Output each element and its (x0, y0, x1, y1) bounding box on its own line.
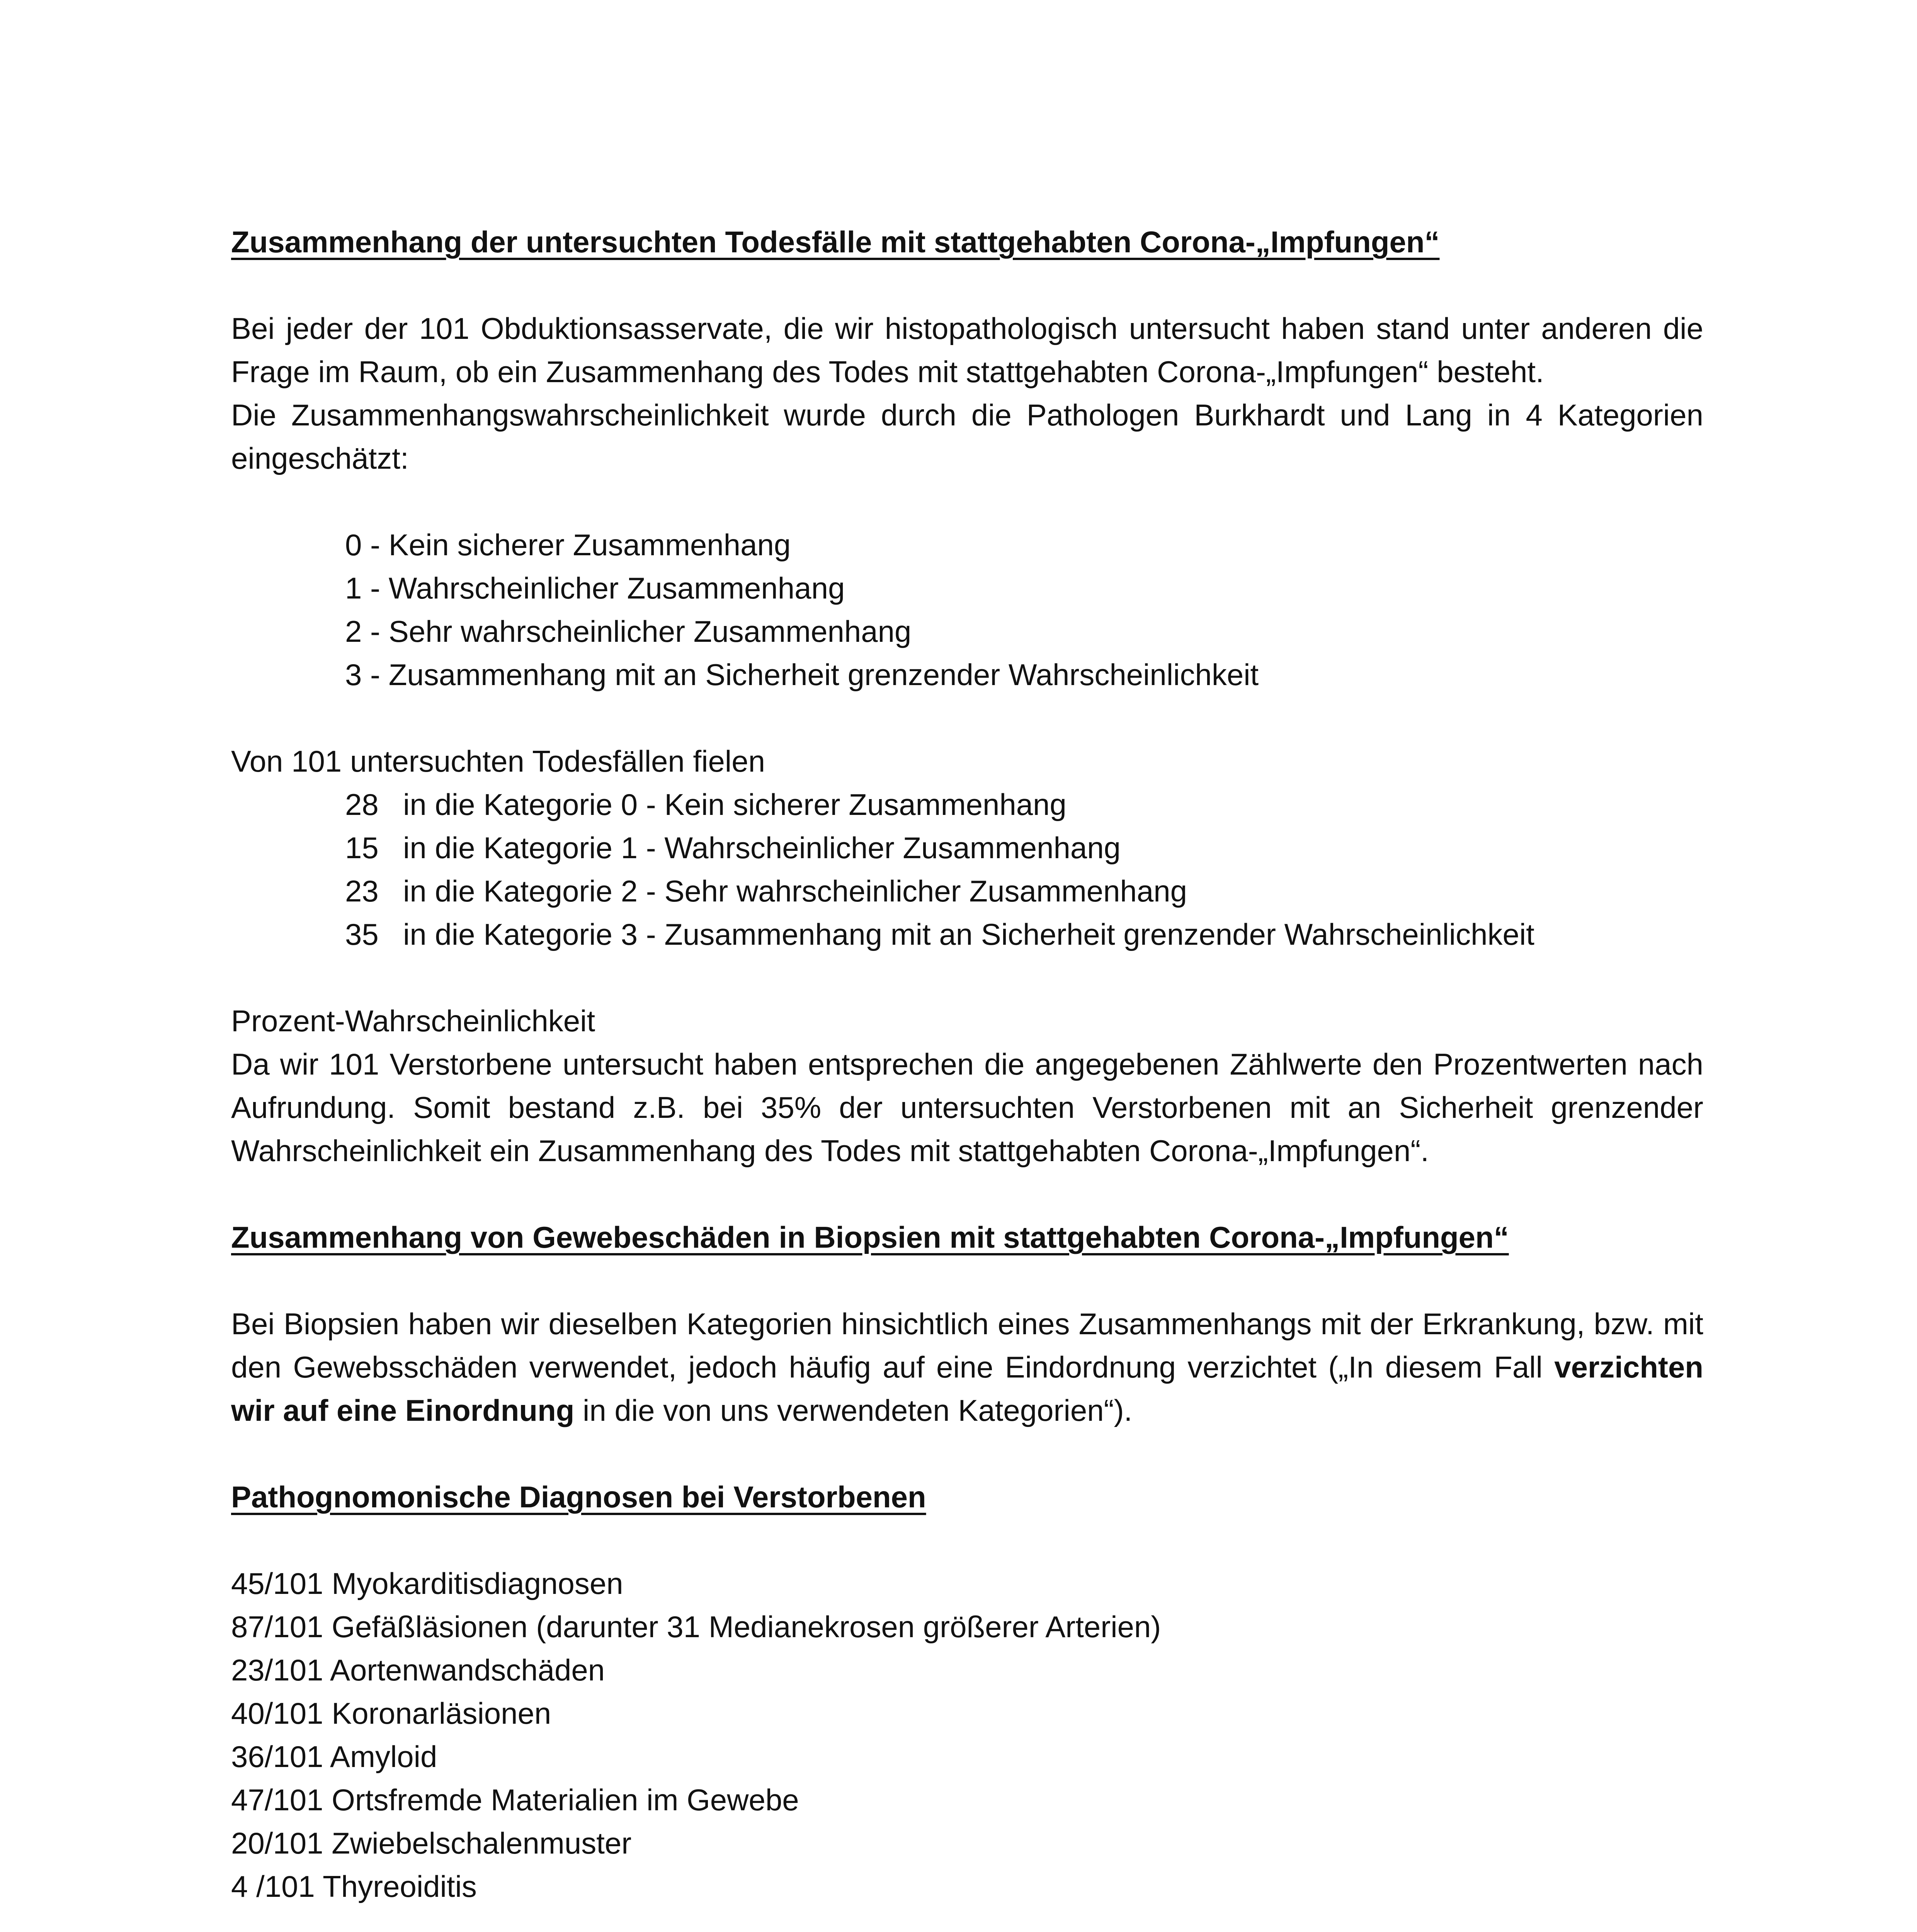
count-item (345, 869, 1703, 913)
category-item: 3 - Zusammenhang mit an Sicherheit grenzender Wahrscheinlichkeit (345, 658, 1259, 692)
bold-phrase: verzichten wir auf eine Einordnung (231, 1350, 1703, 1427)
paragraph-biopsien (231, 1302, 1703, 1432)
diagnosis-item: 23/101 Aortenwandschäden (231, 1653, 605, 1687)
count-number: 28 (345, 787, 379, 821)
diagnosis-list (231, 1562, 1703, 1908)
spacer (231, 956, 1703, 999)
counts-intro: Von 101 untersuchten Todesfällen fielen (231, 744, 765, 778)
diagnosis-item: 4 /101 Thyreoiditis (231, 1869, 477, 1903)
spacer (231, 1259, 1703, 1302)
category-item: 2 - Sehr wahrscheinlicher Zusammenhang (345, 614, 912, 648)
diagnosis-item: 20/101 Zwiebelschalenmuster (231, 1826, 632, 1860)
paragraph-kategorien-intro: Die Zusammenhangswahrscheinlichkeit wurde durch die Pathologen Burkhardt und Lang in 4 Kategorien eingeschätzt: (231, 398, 1703, 475)
spacer (231, 264, 1703, 307)
category-list (231, 523, 1703, 696)
count-text: in die Kategorie 2 - Sehr wahrscheinlicher Zusammenhang (403, 874, 1187, 908)
counts-list (231, 783, 1703, 956)
diagnosis-item: 45/101 Myokarditisdiagnosen (231, 1566, 623, 1600)
count-number: 23 (345, 874, 379, 908)
count-number: 15 (345, 831, 379, 865)
count-item (345, 913, 1703, 956)
diagnosis-item: 47/101 Ortsfremde Materialien im Gewebe (231, 1783, 799, 1817)
category-item: 1 - Wahrscheinlicher Zusammenhang (345, 571, 845, 605)
paragraph-prozent: Da wir 101 Verstorbene untersucht haben entsprechen die angegebenen Zählwerte den Prozentwerten nach Aufrundung. Somit bestand z.B. bei 35% der untersuchten Verstorbenen mit an Sicherheit grenzender Wahrscheinlichkeit ein Zusammenhang des Todes mit stattgehabten Corona-„Impfungen“. (231, 1047, 1703, 1168)
percent-title: Prozent-Wahrscheinlichkeit (231, 1004, 595, 1038)
count-text: in die Kategorie 3 - Zusammenhang mit an Sicherheit grenzender Wahrscheinlichkeit (403, 917, 1534, 951)
count-item (345, 826, 1703, 869)
count-number: 35 (345, 917, 379, 951)
spacer (231, 1172, 1703, 1216)
count-item (345, 783, 1703, 826)
section-heading-diagnosen: Pathognomonische Diagnosen bei Verstorbenen (231, 1480, 926, 1514)
text-run: in die von uns verwendeten Kategorien“). (574, 1393, 1133, 1427)
diagnosis-item: 40/101 Koronarläsionen (231, 1696, 551, 1730)
count-text: in die Kategorie 1 - Wahrscheinlicher Zusammenhang (403, 831, 1121, 865)
section-heading-todesfaelle: Zusammenhang der untersuchten Todesfälle mit stattgehabten Corona-„Impfungen“ (231, 225, 1440, 259)
spacer (231, 1519, 1703, 1562)
diagnosis-item: 36/101 Amyloid (231, 1740, 437, 1774)
spacer (231, 480, 1703, 523)
category-item: 0 - Kein sicherer Zusammenhang (345, 528, 791, 562)
page-content (231, 220, 1703, 1908)
spacer (231, 696, 1703, 740)
paragraph-obduktionen: Bei jeder der 101 Obduktionsasservate, die wir histopathologisch untersucht haben stand unter anderen die Frage im Raum, ob ein Zusammenhang des Todes mit stattgehabten Corona-„Impfungen“ besteht. (231, 311, 1703, 389)
text-run: Bei Biopsien haben wir dieselben Kategorien hinsichtlich eines Zusammenhangs mit der Erkrankung, bzw. mit den Gewebsschäden verwendet, jedoch häufig auf eine Eindordnung verzichtet („In diesem Fall (231, 1307, 1703, 1384)
count-text: in die Kategorie 0 - Kein sicherer Zusammenhang (403, 787, 1067, 821)
diagnosis-item: 87/101 Gefäßläsionen (darunter 31 Medianekrosen größerer Arterien) (231, 1610, 1161, 1644)
spacer (231, 1432, 1703, 1475)
section-heading-biopsien: Zusammenhang von Gewebeschäden in Biopsien mit stattgehabten Corona-„Impfungen“ (231, 1220, 1509, 1254)
